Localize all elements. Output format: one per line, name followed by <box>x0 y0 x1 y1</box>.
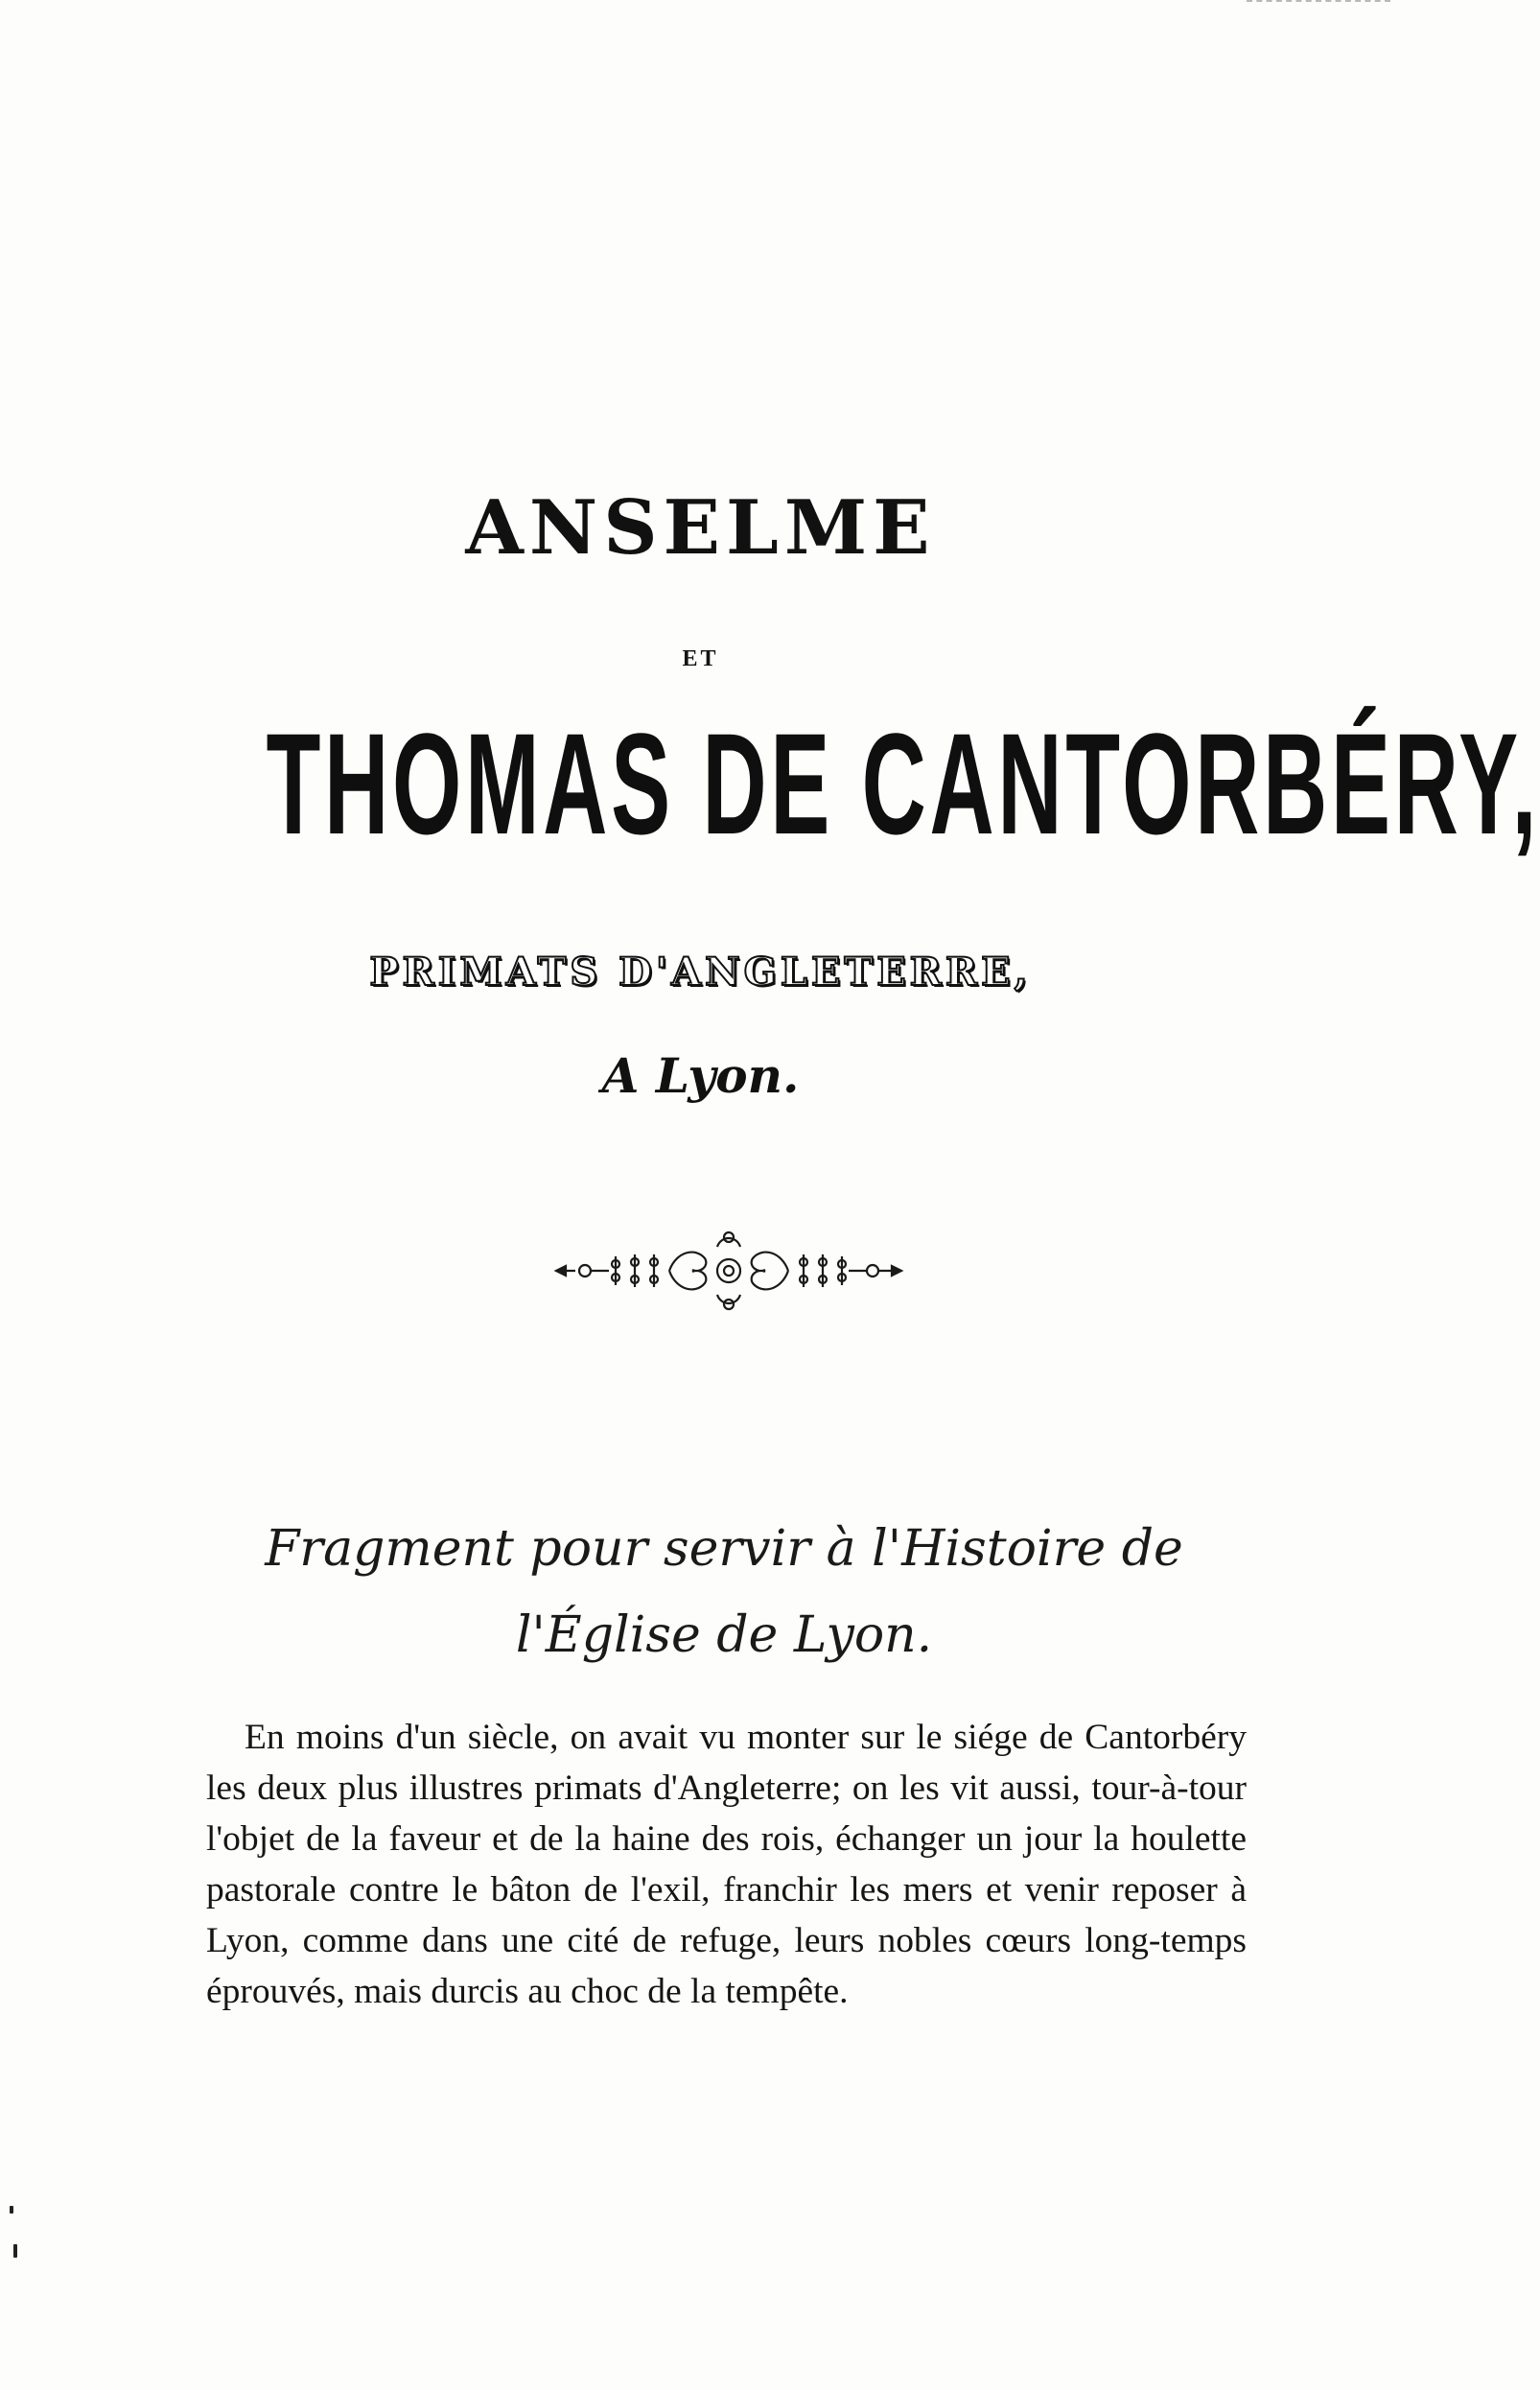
subtitle-fragment: Fragment pour servir à l'Histoire de l'Église de Lyon. <box>265 1520 1183 1664</box>
edge-mark <box>13 2244 17 2258</box>
title-thomas-de-cantorbery: THOMAS DE CANTORBÉRY, <box>266 703 1540 864</box>
fleuron-ornament-icon <box>556 1228 901 1314</box>
title-a-lyon: A Lyon. <box>601 1047 800 1104</box>
body-paragraph: En moins d'un siècle, on avait vu monter sur le siége de Cantorbéry les deux plus illustres primats d'Angleterre; on les vit aussi, tour-à-tour l'objet de la faveur et de la haine des rois, échanger un jour la houlette pastorale contre le bâton de l'exil, franchir les mers et venir reposer à Lyon, comme dans une cité de refuge, leurs nobles cœurs long-temps éprouvés, mais durcis au choc de la tempête. <box>206 1718 1247 2011</box>
page-edge-mark <box>1247 0 1390 5</box>
title-et: ET <box>682 646 719 671</box>
title-anselme: ANSELME <box>465 484 936 572</box>
title-primats-d-angleterre: PRIMATS D'ANGLETERRE, <box>369 949 1032 995</box>
body-paragraph-container <box>206 1712 1247 2017</box>
edge-mark <box>10 2206 13 2214</box>
